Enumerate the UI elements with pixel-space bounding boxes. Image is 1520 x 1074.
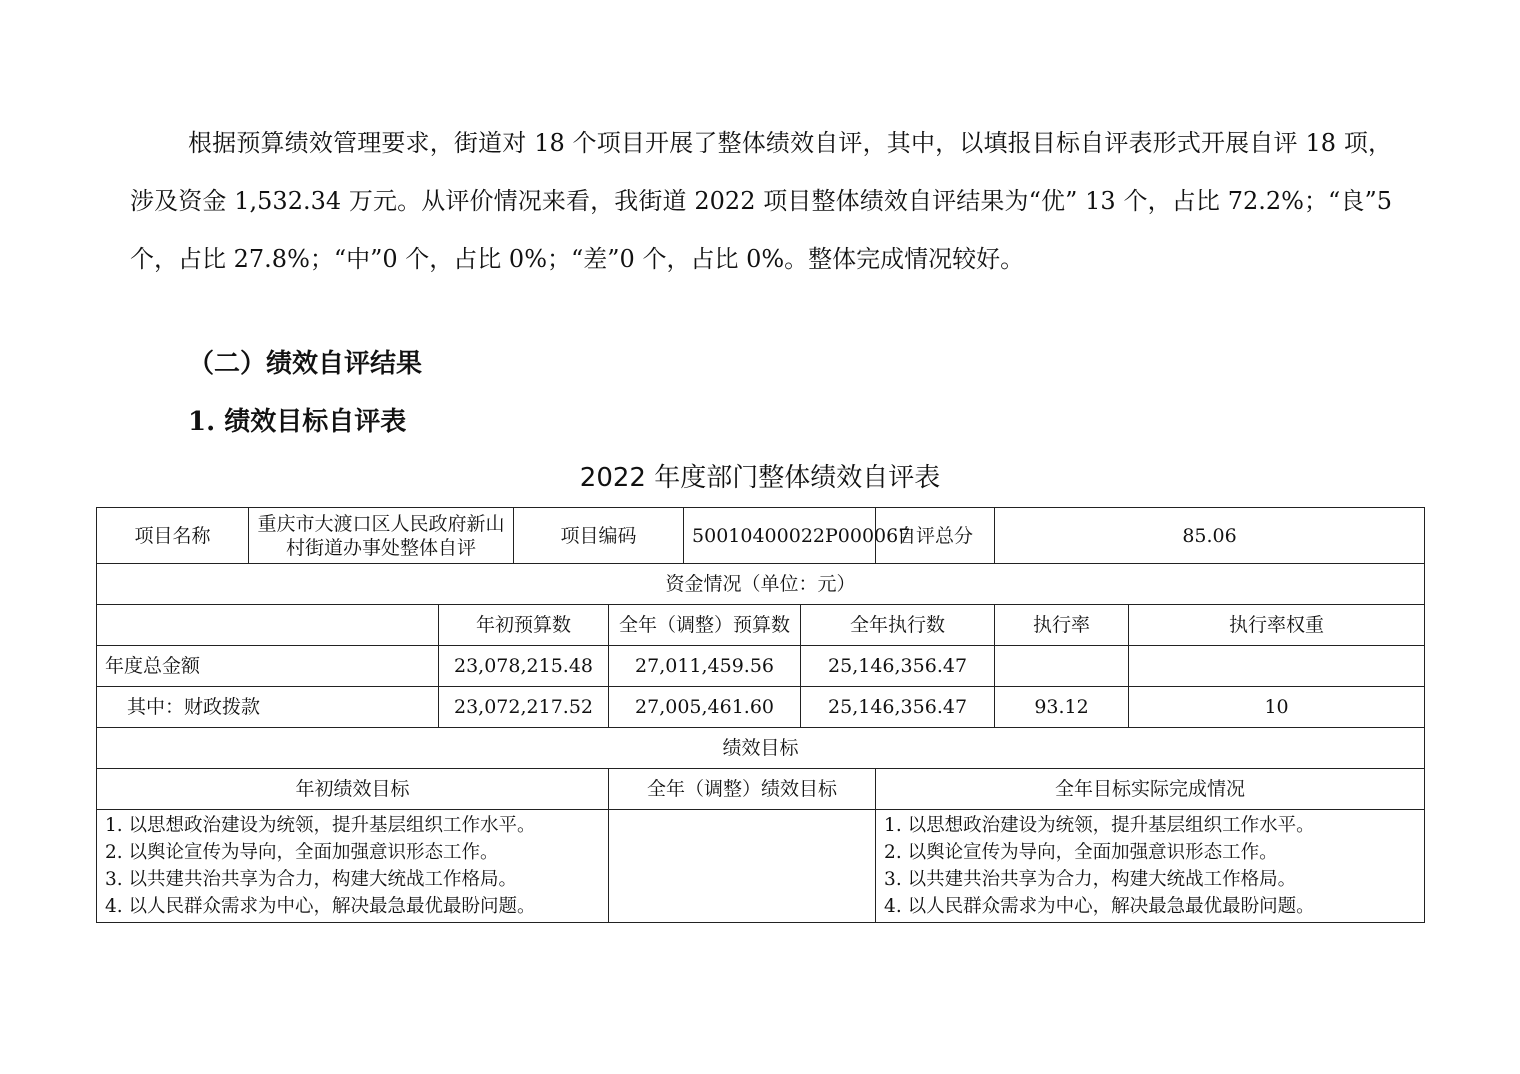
project-code-label: 项目编码 <box>514 508 684 564</box>
rate-weight-value <box>1129 646 1425 687</box>
col-execution-rate: 执行率 <box>995 605 1129 646</box>
goal-item: 3. 以共建共治共享为合力，构建大统战工作格局。 <box>105 869 518 890</box>
completion-item: 2. 以舆论宣传为导向，全面加强意识形态工作。 <box>884 842 1278 863</box>
completion-item: 4. 以人民群众需求为中心，解决最急最优最盼问题。 <box>884 896 1315 917</box>
funds-heading-row <box>97 564 1425 605</box>
adjusted-goals-cell <box>609 810 876 923</box>
performance-evaluation-table <box>96 507 1425 923</box>
funds-row-label: 年度总金额 <box>97 646 439 687</box>
col-adjusted-budget: 全年（调整）预算数 <box>609 605 801 646</box>
funds-row-fiscal <box>97 687 1425 728</box>
subsection-heading: 1. 绩效目标自评表 <box>188 407 407 437</box>
adjusted-budget-value: 27,011,459.56 <box>609 646 801 687</box>
project-info-row <box>97 508 1425 564</box>
executed-value: 25,146,356.47 <box>801 646 995 687</box>
funds-header-row <box>97 605 1425 646</box>
goals-header-row <box>97 769 1425 810</box>
completion-item: 3. 以共建共治共享为合力，构建大统战工作格局。 <box>884 869 1297 890</box>
executed-value: 25,146,356.47 <box>801 687 995 728</box>
col-rate-weight: 执行率权重 <box>1129 605 1425 646</box>
col-executed: 全年执行数 <box>801 605 995 646</box>
project-code-value: 50010400022P000067 <box>684 508 876 564</box>
section-heading: （二）绩效自评结果 <box>188 349 423 379</box>
initial-goals-cell <box>97 810 609 923</box>
project-name-label: 项目名称 <box>97 508 249 564</box>
total-score-value: 85.06 <box>995 508 1425 564</box>
funds-row-label: 其中：财政拨款 <box>97 687 439 728</box>
goals-heading-row <box>97 728 1425 769</box>
goal-item: 2. 以舆论宣传为导向，全面加强意识形态工作。 <box>105 842 499 863</box>
rate-weight-value: 10 <box>1129 687 1425 728</box>
table-title: 2022 年度部门整体绩效自评表 <box>579 463 941 493</box>
execution-rate-value <box>995 646 1129 687</box>
actual-completion-cell <box>876 810 1425 923</box>
goal-item: 1. 以思想政治建设为统领，提升基层组织工作水平。 <box>105 815 536 836</box>
col-initial-budget: 年初预算数 <box>439 605 609 646</box>
initial-budget-value: 23,078,215.48 <box>439 646 609 687</box>
funds-header-blank <box>97 605 439 646</box>
project-name-value: 重庆市大渡口区人民政府新山村街道办事处整体自评 <box>249 508 514 564</box>
completion-item: 1. 以思想政治建设为统领，提升基层组织工作水平。 <box>884 815 1315 836</box>
funds-row-total <box>97 646 1425 687</box>
goal-item: 4. 以人民群众需求为中心，解决最急最优最盼问题。 <box>105 896 536 917</box>
col-actual-completion: 全年目标实际完成情况 <box>876 769 1425 810</box>
adjusted-budget-value: 27,005,461.60 <box>609 687 801 728</box>
goals-content-row <box>97 810 1425 923</box>
funds-heading: 资金情况（单位：元） <box>97 564 1425 605</box>
intro-paragraph: 根据预算绩效管理要求，街道对 18 个项目开展了整体绩效自评，其中，以填报目标自评表形式开展自评 18 项，涉及资金 1,532.34 万元。从评价情况来看，我街道 2022 项目整体绩效自评结果为“优” 13 个，占比 72.2%；“良”5 个，占比 27.8%；“中”0 个，占比 0%；“差”0 个，占比 0%。整体完成情况较好。 <box>130 129 1392 273</box>
col-adjusted-goals: 全年（调整）绩效目标 <box>609 769 876 810</box>
total-score-label: 自评总分 <box>876 508 995 564</box>
goals-heading: 绩效目标 <box>97 728 1425 769</box>
initial-budget-value: 23,072,217.52 <box>439 687 609 728</box>
col-initial-goals: 年初绩效目标 <box>97 769 609 810</box>
execution-rate-value: 93.12 <box>995 687 1129 728</box>
